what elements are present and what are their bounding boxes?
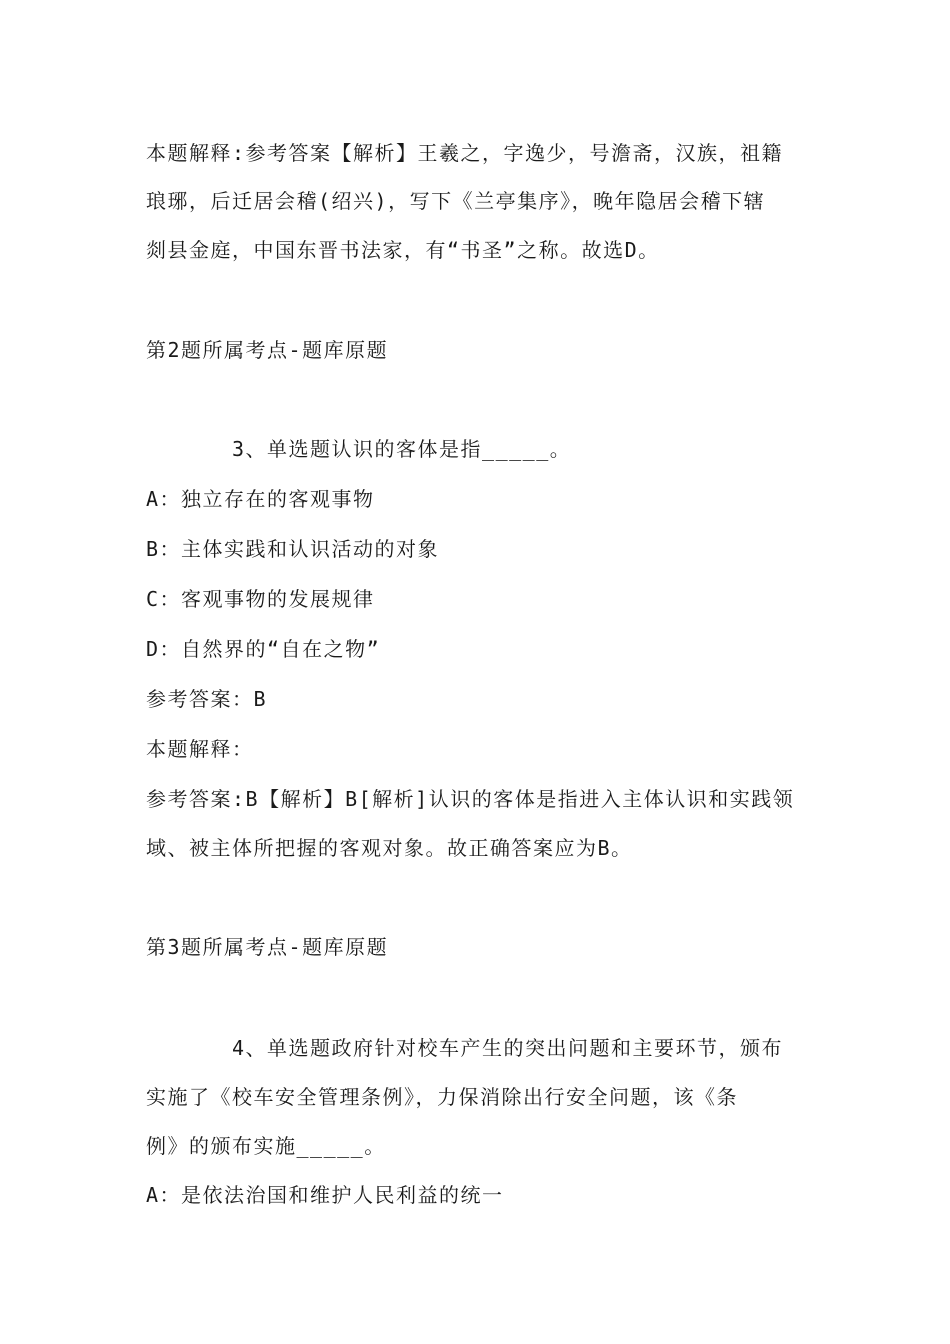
q4-option-a: A：是依法治国和维护人民利益的统一: [146, 1183, 504, 1207]
q2-explanation-line-2: 琅琊，后迁居会稽(绍兴)，写下《兰亭集序》，晚年隐居会稽下辖: [146, 189, 766, 213]
q3-explanation-line-2: 域、被主体所把握的客观对象。故正确答案应为B。: [146, 836, 633, 860]
q4-question-line-2: 实施了《校车安全管理条例》，力保消除出行安全问题，该《条: [146, 1085, 738, 1109]
q2-explanation-line-1: 本题解释:参考答案【解析】王羲之，字逸少，号澹斋，汉族，祖籍: [146, 141, 784, 165]
q3-question: 3、单选题认识的客体是指_____。: [232, 437, 572, 461]
q4-question-line-1: 4、单选题政府针对校车产生的突出问题和主要环节，颁布: [232, 1036, 784, 1060]
q2-explanation-line-3: 剡县金庭，中国东晋书法家，有“书圣”之称。故选D。: [146, 238, 660, 262]
q3-explanation-label: 本题解释：: [146, 737, 254, 761]
q2-source: 第2题所属考点-题库原题: [146, 338, 389, 362]
q3-option-d: D：自然界的“自在之物”: [146, 637, 381, 661]
q3-source: 第3题所属考点-题库原题: [146, 935, 389, 959]
q3-answer: 参考答案：B: [146, 687, 268, 711]
q3-option-b: B：主体实践和认识活动的对象: [146, 537, 440, 561]
q3-option-a: A：独立存在的客观事物: [146, 487, 375, 511]
q3-option-c: C：客观事物的发展规律: [146, 587, 375, 611]
q3-explanation-line-1: 参考答案:B【解析】B[解析]认识的客体是指进入主体认识和实践领: [146, 787, 795, 811]
q4-question-line-3: 例》的颁布实施_____。: [146, 1134, 386, 1158]
